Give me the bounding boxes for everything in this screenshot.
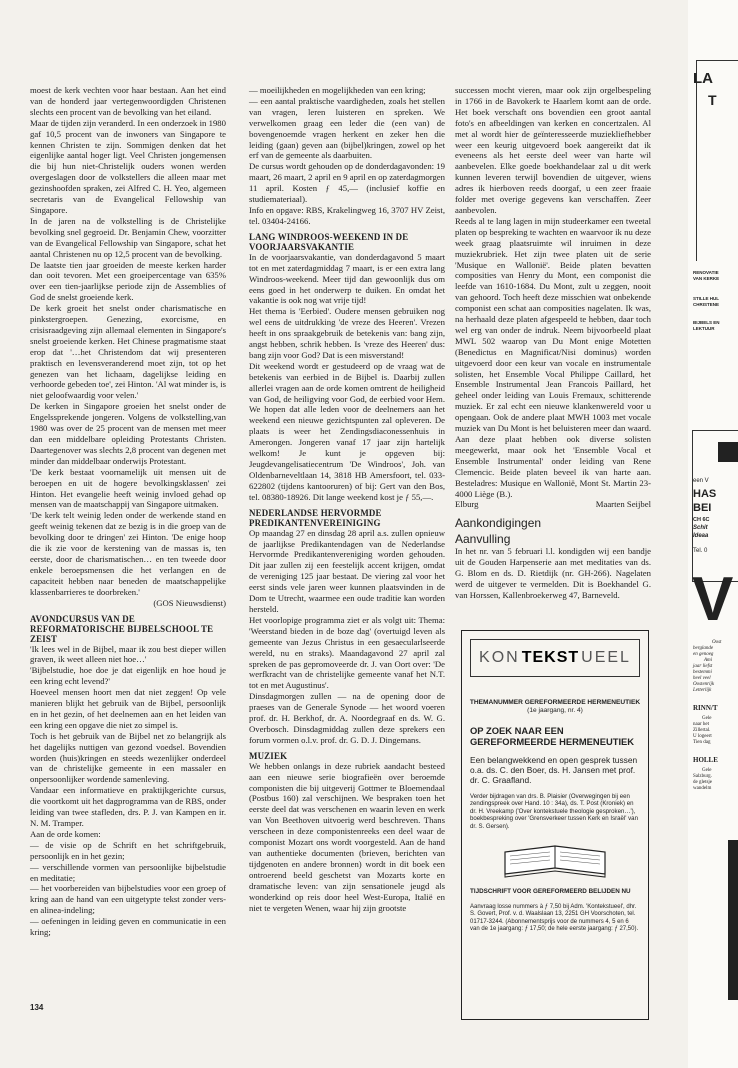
paragraph: In het nr. van 5 februari l.l. kondigden wij een bandje uit de Gouden Harpenserie aan met meditaties van ds. G. Blom en ds. D. Rietdijk (nr. GH-266). Nagelaten werd de uitgever te vermelden. Dit is Boekhandel G. van Horssen, Kallenbroekerweg 47, Barneveld. bbox=[455, 546, 651, 600]
adjacent-text: berglande bbox=[693, 646, 714, 651]
paragraph: 'De kerk bestaat voornamelijk uit mensen uit de beroepen en uit de hogere bevolkingsklassen' zei Hinton. Het evangelie heeft weinig invloed gehad op mensen van de maatschappij van Singapore uitmaken. bbox=[30, 466, 226, 510]
paragraph: Dit weekend wordt er gestudeerd op de vraag wat de betekenis van eerbied in de Bijbel is. Daarbij zullen allerlei vragen aan de orde komen omtrent de heiligheid van God, de heiligving voor God, de eerbied voor Hem. We hopen dat alle leden voor de deelnemers aan het weekend een nieuwe gezichtspunten zal opleveren. De plaats is weer het Zendingsdiaconessenhuis in Amerongen. Jongeren vanaf 17 jaar zijn hartelijk welkom! Je kunt je opgeven bij: Jeugdevangelisatiecentrum 'De Windroos', Joh. van Oldenbarneveltlaan 14, 3818 HB Amersfoort, tel. 033-622802 (tijdens kantooruren) of bij: Gert van den Bos, tel. 08380-18926. Dit lange weekend kost je ƒ 55,—. bbox=[249, 360, 445, 502]
paragraph: Reeds al te lang lagen in mijn studeerkamer een tweetal platen op bespreking te wachten en waarvoor ik nu deze week graag plaatsruimte wil inruimen in deze muziekrubriek. Het zijn twee platen uit de serie 'Musique en Wallonië'. Beide platen bevatten composities van Henry du Mont, een componist die leefde van 1610-1684. Du Mont, zult u zeggen, nooit van gehoord. Toch heeft deze misschien wat onbekende componist een schat aan composities nagelaten. Ik was, na herhaald deze platen afgespeeld te hebben, daar toch wel erg van onder de indruk. Neem bijvoorbeeld plaat MWL 502 waarop van Du Mont enige Motetten (Benedictus en Magnificat/Nisi dominus) worden uitgevoerd door een keur van vocale en instrumentale solisten, het Ensemble Vocal Philippe Caillard, het Ensemble Instrumental Jean Francois Paillard, het geheel onder leiding van Louis Fremaux, schitterende muziek. Er zal echt een nieuwe klankenwereld voor u opengaan. Ook de andere plaat MWH 1003 met vocale muziek van Du Mont is het beluisteren meer dan waard. Aan deze plaat hebben ook diverse solisten meegewerkt, maar ook het 'Ensemble Vocal et Ensemble Instrumental' onder leiding van Rene Clemencic. Beide platen beveel ik van harte aan. Besteladres: Musique en Wallonië, Mont St. Martin 23-4000 Liège (B.). bbox=[455, 215, 651, 499]
article-heading: MUZIEK bbox=[249, 750, 288, 761]
paragraph: 'Bijbelstudie, hoe doe je dat eigenlijk en hoe houd je een kring echt levend?' bbox=[30, 665, 226, 687]
ad-subtext: Een belangwekkend en open gesprek tussen o.a. ds. C. den Boer, ds. H. Jansen met prof. dr. C. Graafland. bbox=[470, 755, 638, 785]
adjacent-text: de gletsje bbox=[693, 780, 713, 785]
adjacent-heading: RINN/T bbox=[693, 704, 718, 712]
signature-line bbox=[455, 499, 651, 510]
theme-number-line: THEMANUMMER GEREFORMEERDE HERMENEUTIEK bbox=[469, 699, 641, 706]
adjacent-text: Ami bbox=[704, 658, 713, 663]
adjacent-text: een V bbox=[693, 478, 709, 484]
logo-right: UEEL bbox=[581, 649, 631, 666]
column-3 bbox=[455, 85, 651, 601]
list-item: — verschillende vormen van persoonlijke bijbelstudie en meditatie; bbox=[30, 861, 226, 883]
adjacent-text: Gele bbox=[702, 768, 712, 773]
adjacent-text: Oost bbox=[712, 640, 722, 645]
paragraph: In de jaren na de volkstelling is de Christelijke bevolking snel gegroeid. Dr. Benjamin Chew, voorzitter van de Evangelical Fellowship van Singapore, schat het aantal Christenen nu op 12,5 procent van de bevolking. bbox=[30, 215, 226, 259]
logo-left: KON bbox=[479, 649, 520, 666]
page-number: 134 bbox=[30, 1003, 44, 1012]
paragraph: De laatste tien jaar groeiden de meeste kerken harder dan ooit tevoren. Met een groeipercentage van 635% over een tien-jaarlijkse periode zijn de Assemblies of God de snelst groeiende kerk. bbox=[30, 259, 226, 303]
paragraph: Maar de tijden zijn veranderd. In een onderzoek in 1980 gaf 10,5 procent van de inwoners van Singapore te kennen Christen te zijn. Sommigen denken dat het eigenlijke aantal hoger ligt. Veel Christen jongemensen die bij hun niet-Christelijk ouders wonen werden overgeslagen door de volkstellers die alleen maar met gezinshoofden spraken, zei Alfred C. H. Yeo, algemeen secretaris van de Evangelical Fellowship van Singapore. bbox=[30, 117, 226, 215]
adjacent-text: Zillertal. bbox=[693, 728, 711, 733]
adjacent-text: en genoeg bbox=[693, 652, 714, 657]
paragraph: De kerk groeit het snelst onder charismatische en pinkstergroepen. Genezing, exorcisme, en crisisraadgeving zijn allemaal elementen in Singapore's snelst groeiende kerken. Het Chinese pragmatisme staat erop dat '…het Christendom dat wij presenteren praktisch en levensveranderend moet zijn, tot op het genezen van het lichaam, dagelijkse leiding en verhoorde gebeden toe', zei Hinton. 'Al wat minder is, is niet geloofwaardig voor velen.' bbox=[30, 303, 226, 401]
paragraph: Het voorlopige programma ziet er als volgt uit: Thema: 'Weerstand bieden in de boze dag' (overtuigd leven als gemeente van Jezus Christus in een gesaecularlseerde wereld, nu en straks). Maandagavond 27 april zal spreken de pas gepromoveerde dr. J. van Oort over: 'De werfkracht van de christelijke gemeente vanaf het N.T. tot en met Augustinus'. bbox=[249, 614, 445, 691]
signature-name: Maarten Seijbel bbox=[595, 499, 651, 510]
adjacent-text: RENOVATIE bbox=[693, 270, 719, 275]
adjacent-heading: LA bbox=[693, 70, 713, 87]
section-subheading: Aanvulling bbox=[455, 532, 511, 547]
adjacent-dark-block bbox=[728, 840, 738, 1000]
paragraph: De kerken in Singapore groeien het snelst onder de Engelssprekende jongeren. Volgens de volkstelling,van 1980 was over de 25 procent van de mensen met meer dan een middelbare opleiding Protestants Christen. Daartegenover was slechts 2,8 procent van degenen met minder dan middelbaar onderwijs Protestant. bbox=[30, 401, 226, 466]
column-2 bbox=[249, 85, 445, 913]
paragraph: Het thema is 'Eerbied'. Oudere mensen gebruiken nog wel eens de uitdrukking 'de vreze des Heeren'. Vrezen heeft in ons spraakgebruik de betekenis van: bang zijn, angst hebben, schrik hebben. Is 'vreze des Heeren' dus: bang zijn voor God? Dat is een misverstand! bbox=[249, 306, 445, 360]
adjacent-frame bbox=[696, 60, 738, 261]
list-item: — de visie op de Schrift en het schriftgebruik, persoonlijk en in het gezin; bbox=[30, 839, 226, 861]
theme-volume: (1e jaargang, nr. 4) bbox=[527, 707, 583, 714]
ad-order-info: Aanvraag losse nummers à ƒ 7,50 bij Adm. 'Kontekstueel', dhr. S. Govert, Prof. v. d. Waalslaan 13, 2251 GH Voorschoten, tel. 01717-3244. (Abonnementsprijs voor de nummers 4, 5 en 6 van de 1e jaargang: ƒ 17,50; de hele eerste jaargang: ƒ 27,50). bbox=[470, 904, 639, 933]
section-heading: Aankondigingen bbox=[455, 516, 542, 531]
list-item: — oefeningen in leiding geven en communicatie in een kring; bbox=[30, 916, 226, 938]
adjacent-text: Letterlijk bbox=[693, 688, 712, 693]
paragraph: Toch is het gebruik van de Bijbel net zo belangrijk als het dagelijks nuttigen van gezond voedsel. Bovendien worden (huis)kringen en steeds wezenlijker onderdeel van de christelijke gemeente in een massaler en onpersoonlijker wordende samenleving. bbox=[30, 730, 226, 785]
adjacent-text: jaar liefst bbox=[693, 664, 713, 669]
adjacent-text: VAN KERKE bbox=[693, 276, 720, 281]
article-heading: NEDERLANDSE HERVORMDE PREDIKANTENVEREINIGING bbox=[249, 507, 382, 528]
logo-middle: TEKST bbox=[521, 649, 580, 666]
column-1 bbox=[30, 85, 226, 938]
paragraph: Hoeveel mensen hoort men dat niet zeggen! Op vele manieren blijkt het gebruik van de Bijbel, persoonlijk en in het gezin, of het deelnemen aan en het leiden van een kring een opgave die niet zo simpel is. bbox=[30, 687, 226, 730]
kontekstueel-advertisement bbox=[461, 630, 649, 1020]
adjacent-text: BEI bbox=[693, 502, 712, 514]
adjacent-text: STILLE HUL bbox=[693, 296, 719, 301]
paragraph: Op maandag 27 en dinsdag 28 april a.s. zullen opnieuw de jaarlijkse Predikantendagen van de Nederlandse Hervormde Predikantenvereniging worden gehouden. Dit jaar zullen zij een feestelijk accent krijgen, omdat de vereniging 125 jaar bestaat. De viering zal voor het eerst sinds vele jaren weer kunnen plaatsvinden in de Dom te Utrecht, waarmee een oude traditie kan worden hersteld. bbox=[249, 527, 445, 614]
paragraph: Info en opgave: RBS, Krakelingweg 16, 3707 HV Zeist, tel. 03404-24166. bbox=[249, 204, 445, 226]
adjacent-dark-block bbox=[718, 442, 738, 462]
adjacent-text: HAS bbox=[693, 488, 717, 500]
adjacent-text: bestemmi bbox=[693, 670, 712, 675]
ad-contributors: Verder bijdragen van drs. B. Plaisier (Overwegingen bij een zendingspreek over Hand. 10 : 34a), ds. T. Post (Kroniek) en dr. H. Vreekamp ('Over kontekstuele theologie gesproken…'), boekbespreking over 'Grensverkeer tussen Kerk en Israël' van dr. S. Gersen). bbox=[470, 793, 638, 830]
adjacent-text: U logeert bbox=[693, 734, 712, 739]
paragraph: Vandaar een informatieve en praktijkgerichte cursus, die voortkomt uit het dagprogramma van de RBS, onder leiding van twee stafleden, drs. P. J. van Kampen en ir. N. M. Tramper. bbox=[30, 785, 226, 828]
adjacent-heading: HOLLE bbox=[693, 756, 718, 764]
source-credit: (GOS Nieuwsdienst) bbox=[153, 597, 226, 608]
adjacent-text: CH 6C bbox=[693, 517, 710, 523]
open-book-icon bbox=[500, 844, 610, 880]
paragraph: successen mocht vieren, maar ook zijn orgelbespeling in 1766 in de Bavokerk te Haarlem komt aan de orde. Het boek verschaft ons bovendien een groot aantal foto's en afbeeldingen van kerken en concertzalen. Al met al wordt hier de geïnteresseerde muziekliefhebber weer een keurig uitgevoerd boek aangereikt dat ik eveneens als het eerste deel weer van harte wil aanbevelen. Elke goede boekhandelaar zal u dit werk kunnen leveren terwijl bovendien de uitgever, wiens adres ik hierboven reeds doorgaf, u een zeer fraaie folder met overige gegevens kan verschaffen. Zeer aanbevolen. bbox=[455, 85, 651, 215]
adjacent-text: wandelm bbox=[693, 786, 712, 791]
adjacent-text: Gele bbox=[702, 716, 712, 721]
paragraph: In de voorjaarsvakantie, van donderdagavond 5 maart tot en met zaterdagmiddag 7 maart, is er een extra lang Windroos-weekend. Meer tijd dan gewoonlijk dus om eens goed in het onderwerp te duiken. En omdat het vakantie is ook nog wat vrije tijd! bbox=[249, 251, 445, 306]
adjacent-text: heel veel bbox=[693, 676, 711, 681]
article-heading: LANG WINDROOS-WEEKEND IN DE VOORJAARSVAKANTIE bbox=[249, 231, 409, 252]
paragraph: We hebben onlangs in deze rubriek aandacht besteed aan een nieuwe serie biografieën over beroemde componisten die bij uitgeverij Gottmer te Bloemendaal (Postbus 160) zal verschijnen. We bespraken toen het eerste deel dat was verschenen en waarin leven en werk van Von Beethoven uitvoerig werd beschreven. Thans verscheen in deze componistenreeks een deel waar de componist Mozart ons wordt voorgesteld. Aan de hand van authentieke documenten (brieven, berichten van tijdgenoten en andere bronnen) wordt in dit boek een ontroerend beeld geschetst van Mozarts korte en dramatische leven: van zijn sensationele jeugd als wonderkind op reis door heel West-Europa, Italië en niet te vergeten Wenen, waar hij zijn grootste bbox=[249, 760, 445, 913]
ad-headline: OP ZOEK NAAR EEN GEREFORMEERDE HERMENEUTIEK bbox=[470, 725, 635, 747]
adjacent-text: BIJBELS EN bbox=[693, 320, 720, 325]
adjacent-text: Schit bbox=[693, 525, 708, 531]
adjacent-text: Oostenrijk bbox=[693, 682, 715, 687]
paragraph: De cursus wordt gehouden op de donderdagavonden: 19 maart, 26 maart, 2 april en 9 april en op zaterdagmorgen 11 april. Kosten ƒ 45,— (inclusief koffie en studiemateriaal). bbox=[249, 161, 445, 205]
ad-tagline: TIJDSCHRIFT VOOR GEREFORMEERD BELIJDEN NU bbox=[470, 888, 631, 896]
paragraph: 'Ik lees wel in de Bijbel, maar ik zou best dieper willen graven, ik weet alleen niet hoe…' bbox=[30, 643, 226, 665]
adjacent-big-letter: V bbox=[692, 565, 734, 634]
paragraph: Dinsdagmorgen zullen — na de opening door de praeses van de Generale Synode — het woord voeren prof. dr. H. Berkhof, dr. A. Noordegraaf en ds. W. G. Overbosch. Dinsdagmiddag zullen deze sprekers een forum vormen o.l.v. prof. dr. G. D. J. Dingemans. bbox=[249, 691, 445, 745]
adjacent-text: Tel. 0 bbox=[693, 548, 708, 554]
adjacent-text: Tien dag bbox=[693, 740, 711, 745]
article-heading: AVONDCURSUS VAN DE REFORMATORISCHE BIJBELSCHOOL TE ZEIST bbox=[30, 613, 214, 644]
list-item: — moeilijkheden en mogelijkheden van een kring; bbox=[249, 85, 426, 95]
signature-place: Elburg bbox=[455, 499, 479, 510]
adjacent-text: Salzburg. bbox=[693, 774, 712, 779]
paragraph: Aan de orde komen: bbox=[30, 828, 101, 839]
kontekstueel-logo bbox=[470, 639, 640, 677]
paragraph: moest de kerk vechten voor haar bestaan. Aan het eind van de honderd jaar vertegenwoordigden Christenen slechts een procent van de bevolking van het eiland. bbox=[30, 85, 226, 117]
list-item: — een aantal praktische vaardigheden, zoals het stellen van vragen, leren luisteren en spreken. We verwelkomen graag een leder die (een van) de bovengenoemde vragen herkent en zeker hen die leiding (gaan) geven aan (bijbel)kringen, zowel op het erf van de gemeente als daarbuiten. bbox=[249, 95, 445, 161]
adjacent-text: CHRISTENE bbox=[693, 302, 720, 307]
adjacent-text: naar het bbox=[693, 722, 709, 727]
list-item: — het voorbereiden van bijbelstudies voor een groep of kring aan de hand van een uitgetypte tekst zonder vers- en alinea-indeling; bbox=[30, 883, 226, 916]
adjacent-text: Ideaa bbox=[693, 533, 709, 539]
adjacent-text: LEKTUUR bbox=[693, 326, 715, 331]
adjacent-heading-2: T bbox=[708, 92, 717, 108]
adjacent-page-edge bbox=[688, 0, 738, 1068]
paragraph: 'De kerk telt weinig leden onder de werkende stand en geeft weinig tekenen dat ze bezig is in die groep van de bevolking door te dringen' zei Hinton. 'De enige hoop die ik zie voor de kerstening van de massas is, ten eerste, door de charismatischen… en ten tweede door enkele beroepsmensen die het verlangen en de capaciteit hebben naar beneden de maatschappelijke klassenbarrieres te doorbreken.' bbox=[30, 510, 226, 597]
